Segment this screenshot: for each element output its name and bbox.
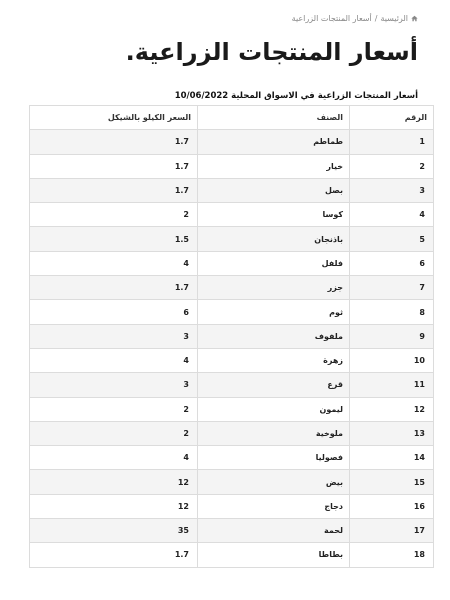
table-row	[30, 276, 434, 300]
table-row	[30, 519, 434, 543]
row-number-cell: 13	[350, 421, 434, 445]
row-number-cell: 14	[350, 446, 434, 470]
table-row	[30, 348, 434, 372]
row-item-cell: جزر	[198, 276, 350, 300]
row-item-cell: خيار	[198, 154, 350, 178]
row-number-cell: 5	[350, 227, 434, 251]
row-item-cell: طماطم	[198, 130, 350, 154]
row-item-cell: بطاطا	[198, 543, 350, 567]
row-item-cell: دجاج	[198, 494, 350, 518]
row-item-cell: بيض	[198, 470, 350, 494]
price-table	[29, 105, 434, 568]
breadcrumb-home-link[interactable]: الرئيسية	[380, 14, 408, 23]
row-number-cell: 15	[350, 470, 434, 494]
row-number-cell: 3	[350, 178, 434, 202]
row-number-cell: 10	[350, 348, 434, 372]
row-item-cell: ليمون	[198, 397, 350, 421]
row-price-cell: 2	[30, 203, 198, 227]
table-row	[30, 154, 434, 178]
table-row	[30, 494, 434, 518]
table-header-row	[30, 106, 434, 130]
table-row	[30, 373, 434, 397]
header-price: السعر الكيلو بالشيكل	[30, 106, 198, 130]
row-item-cell: ملوخية	[198, 421, 350, 445]
row-item-cell: ملفوف	[198, 324, 350, 348]
row-price-cell: 1.7	[30, 276, 198, 300]
row-price-cell: 1.5	[30, 227, 198, 251]
row-price-cell: 1.7	[30, 154, 198, 178]
row-number-cell: 4	[350, 203, 434, 227]
table-row	[30, 324, 434, 348]
table-caption: أسعار المنتجات الزراعية في الاسواق المحلية 10/06/2022	[174, 91, 418, 101]
row-number-cell: 16	[350, 494, 434, 518]
row-number-cell: 8	[350, 300, 434, 324]
row-price-cell: 4	[30, 251, 198, 275]
table-row	[30, 130, 434, 154]
row-price-cell: 1.7	[30, 543, 198, 567]
row-price-cell: 35	[30, 519, 198, 543]
row-number-cell: 17	[350, 519, 434, 543]
row-item-cell: باذنجان	[198, 227, 350, 251]
breadcrumb-current: أسعار المنتجات الزراعية	[291, 14, 372, 23]
row-number-cell: 7	[350, 276, 434, 300]
row-item-cell: فصوليا	[198, 446, 350, 470]
table-row	[30, 421, 434, 445]
table-row	[30, 178, 434, 202]
row-price-cell: 2	[30, 421, 198, 445]
home-icon	[411, 15, 418, 22]
table-row	[30, 203, 434, 227]
table-row	[30, 543, 434, 567]
row-item-cell: بصل	[198, 178, 350, 202]
table-row	[30, 470, 434, 494]
header-number: الرقم	[350, 106, 434, 130]
row-price-cell: 1.7	[30, 178, 198, 202]
row-price-cell: 1.7	[30, 130, 198, 154]
row-number-cell: 9	[350, 324, 434, 348]
table-row	[30, 397, 434, 421]
row-price-cell: 6	[30, 300, 198, 324]
header-item: الصنف	[198, 106, 350, 130]
breadcrumb	[292, 14, 418, 23]
row-price-cell: 3	[30, 373, 198, 397]
table-row	[30, 300, 434, 324]
row-price-cell: 4	[30, 348, 198, 372]
row-item-cell: قرع	[198, 373, 350, 397]
table-row	[30, 251, 434, 275]
row-item-cell: لحمة	[198, 519, 350, 543]
price-table-container	[30, 105, 434, 568]
row-number-cell: 18	[350, 543, 434, 567]
row-price-cell: 12	[30, 494, 198, 518]
row-item-cell: ثوم	[198, 300, 350, 324]
breadcrumb-separator: /	[374, 14, 378, 23]
row-item-cell: زهرة	[198, 348, 350, 372]
row-number-cell: 12	[350, 397, 434, 421]
row-price-cell: 4	[30, 446, 198, 470]
row-price-cell: 12	[30, 470, 198, 494]
row-number-cell: 2	[350, 154, 434, 178]
page-title: أسعار المنتجات الزراعية.	[125, 38, 418, 66]
row-price-cell: 3	[30, 324, 198, 348]
row-item-cell: فلفل	[198, 251, 350, 275]
row-number-cell: 11	[350, 373, 434, 397]
table-row	[30, 446, 434, 470]
table-row	[30, 227, 434, 251]
table-body	[30, 130, 434, 567]
row-item-cell: كوسا	[198, 203, 350, 227]
row-number-cell: 6	[350, 251, 434, 275]
row-number-cell: 1	[350, 130, 434, 154]
row-price-cell: 2	[30, 397, 198, 421]
